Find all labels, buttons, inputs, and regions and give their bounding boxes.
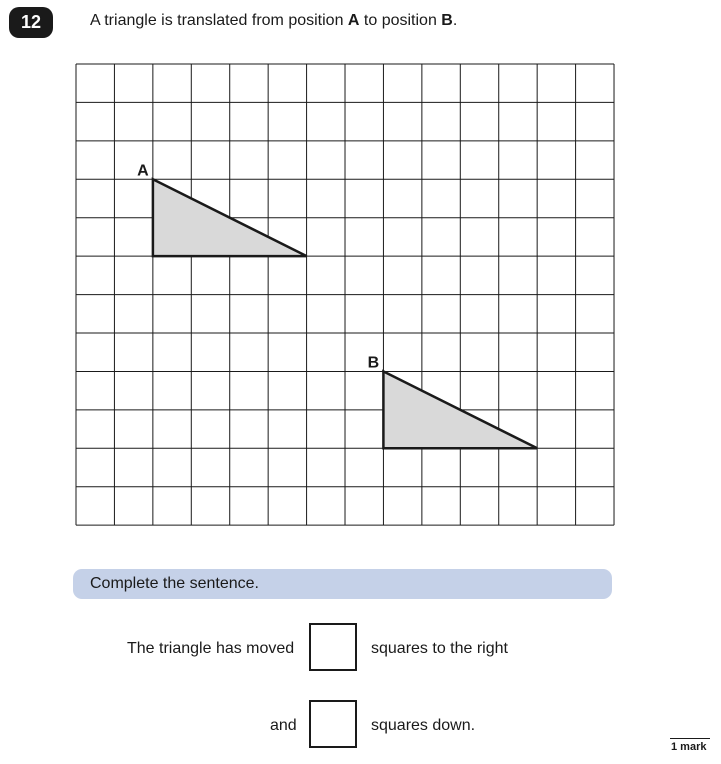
sentence-part-right: squares to the right bbox=[371, 640, 508, 657]
question-text-start: A triangle is translated from position bbox=[90, 12, 348, 29]
instruction-banner bbox=[73, 569, 612, 599]
question-label-a: A bbox=[347, 12, 360, 29]
mark-divider bbox=[670, 738, 710, 739]
instruction-text: Complete the sentence. bbox=[90, 575, 259, 592]
sentence-part-and: and bbox=[270, 717, 297, 734]
triangle-label-a: A bbox=[137, 162, 149, 180]
question-number: 12 bbox=[20, 12, 42, 32]
question-text-end: . bbox=[452, 12, 458, 29]
mark-allocation: 1 mark bbox=[671, 741, 707, 753]
sentence-part-down: squares down. bbox=[371, 717, 476, 734]
down-squares-answer-box[interactable] bbox=[309, 700, 357, 748]
grid-lines bbox=[76, 64, 614, 525]
question-label-b: B bbox=[441, 12, 453, 29]
sentence-part-moved: The triangle has moved bbox=[127, 640, 295, 657]
triangle-label-b: B bbox=[367, 354, 380, 372]
question-text-middle: to position bbox=[359, 12, 442, 29]
right-squares-answer-box[interactable] bbox=[309, 623, 357, 671]
